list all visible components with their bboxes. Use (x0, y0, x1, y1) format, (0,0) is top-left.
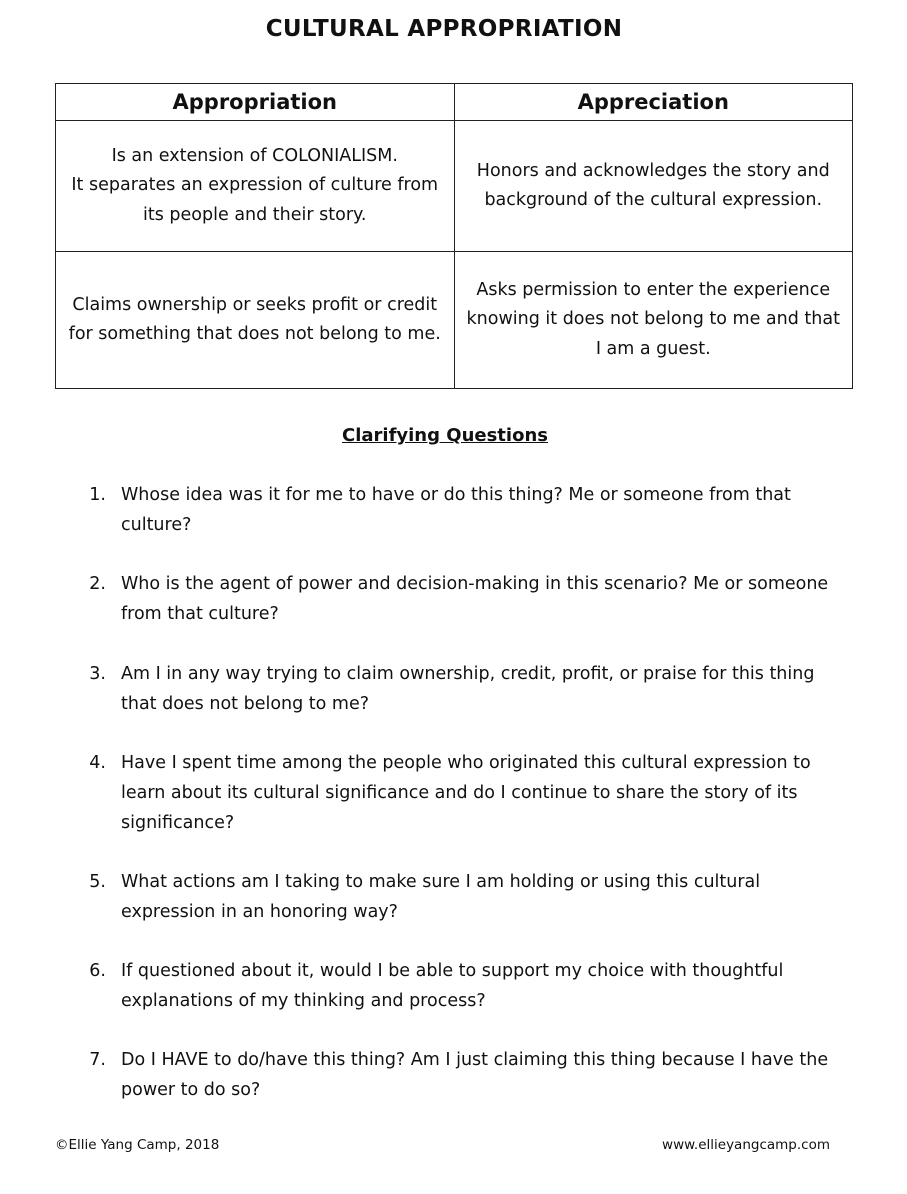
cell-text-line: It separates an expression of culture from (71, 175, 439, 196)
table-header-row (56, 84, 853, 121)
question-line: culture? (121, 514, 192, 535)
clarifying-questions-heading: Clarifying Questions (342, 425, 548, 446)
question-item (84, 957, 844, 1017)
question-line: that does not belong to me? (121, 693, 370, 714)
question-line: Who is the agent of power and decision-making in this scenario? Me or someone (121, 574, 829, 594)
cell-text-line: Is an extension of COLONIALISM. (111, 145, 398, 166)
question-line: explanations of my thinking and process? (121, 990, 486, 1011)
question-line: power to do so? (121, 1079, 261, 1100)
question-number: 1. (89, 485, 106, 505)
question-item (84, 1046, 844, 1106)
appreciation-cell (454, 121, 853, 252)
table-row (56, 252, 853, 389)
question-line: Do I HAVE to do/have this thing? Am I just claiming this thing because I have the (121, 1050, 829, 1070)
page-title: CULTURAL APPROPRIATION (265, 16, 623, 42)
appreciation-cell (454, 252, 853, 389)
cell-text-line: Honors and acknowledges the story and (476, 160, 830, 181)
question-line: from that culture? (121, 603, 279, 624)
question-item (84, 570, 844, 630)
question-line: Have I spent time among the people who originated this cultural expression to (121, 753, 811, 773)
question-line: significance? (121, 812, 235, 833)
question-line: expression in an honoring way? (121, 901, 398, 922)
cell-text-line: Asks permission to enter the experience (476, 279, 831, 300)
question-text (121, 957, 844, 1017)
comparison-table (55, 83, 853, 389)
question-number: 4. (89, 753, 106, 773)
question-item (84, 868, 844, 928)
cell-text-line: background of the cultural expression. (484, 190, 823, 210)
question-number: 7. (89, 1050, 106, 1070)
question-text (121, 868, 844, 928)
question-number: 5. (89, 872, 106, 892)
question-number: 2. (89, 574, 106, 594)
question-line: If questioned about it, would I be able to support my choice with thoughtful (121, 961, 784, 981)
question-text (121, 660, 844, 720)
question-line: Am I in any way trying to claim ownership, credit, profit, or praise for this thing (121, 664, 815, 684)
question-item (84, 660, 844, 720)
question-number: 3. (89, 664, 106, 684)
question-line: learn about its cultural significance and do I continue to share the story of its (121, 782, 798, 803)
table-row (56, 121, 853, 252)
cell-text-line: I am a guest. (595, 338, 711, 359)
footer-copyright: ©Ellie Yang Camp, 2018 (55, 1137, 220, 1153)
question-text (121, 481, 844, 541)
header-appreciation: Appreciation (454, 84, 853, 121)
cell-text-line: its people and their story. (143, 204, 367, 225)
cell-text-line: knowing it does not belong to me and that (466, 309, 840, 330)
appropriation-cell (56, 252, 455, 389)
question-item (84, 749, 844, 838)
cell-text-line: Claims ownership or seeks profit or credit (72, 294, 438, 315)
footer-website: www.ellieyangcamp.com (662, 1137, 830, 1153)
question-item (84, 481, 844, 541)
question-text (121, 749, 844, 838)
question-text (121, 570, 844, 630)
question-text (121, 1046, 844, 1106)
question-line: What actions am I taking to make sure I am holding or using this cultural (121, 872, 761, 892)
question-number: 6. (89, 961, 106, 981)
cell-text-line: for something that does not belong to me. (68, 324, 441, 344)
header-appropriation: Appropriation (56, 84, 455, 121)
question-line: Whose idea was it for me to have or do this thing? Me or someone from that (121, 485, 791, 505)
appropriation-cell (56, 121, 455, 252)
